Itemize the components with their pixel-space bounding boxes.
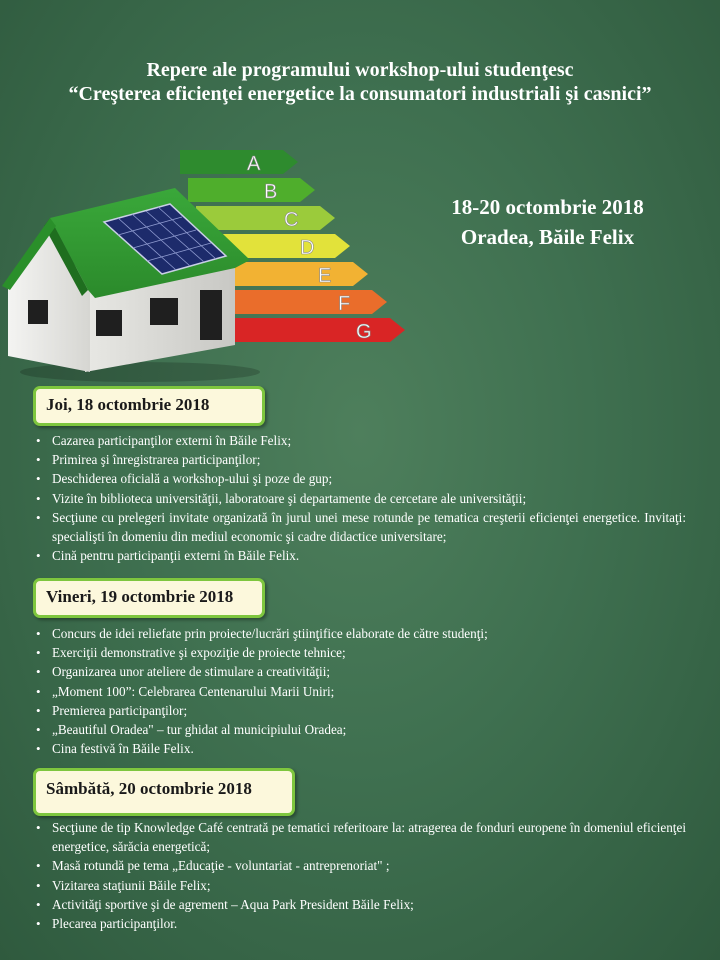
list-item: • Deschiderea oficială a workshop-ului şi poze de gup; bbox=[36, 469, 686, 488]
list-item: • Activităţi sportive şi de agrement – Aqua Park President Băile Felix; bbox=[36, 895, 686, 914]
energy-bar-a bbox=[180, 150, 298, 174]
list-item: • Concurs de idei reliefate prin proiecte/lucrări ştiinţifice elaborate de către studenţi; bbox=[36, 624, 686, 643]
window bbox=[96, 310, 122, 336]
list-item: • Plecarea participanţilor. bbox=[36, 914, 686, 933]
list-item: • Premierea participanţilor; bbox=[36, 701, 686, 720]
energy-letter-c: C bbox=[284, 209, 299, 231]
event-dates: 18-20 octombrie 2018 bbox=[451, 195, 644, 219]
energy-letter-b: B bbox=[264, 181, 278, 203]
event-location: Oradea, Băile Felix bbox=[460, 225, 635, 249]
list-item: • Organizarea unor ateliere de stimulare a creativităţii; bbox=[36, 662, 686, 681]
list-item: • Exerciţii demonstrative şi expoziţie de proiecte tehnice; bbox=[36, 643, 686, 662]
day-1-schedule-list bbox=[36, 431, 686, 565]
list-item: • Secţiune de tip Knowledge Café centrată pe tematici referitoare la: atragerea de fonduri europene în domeniul eficienţei energetice, sărăcia energetică; bbox=[36, 818, 686, 856]
event-info bbox=[420, 192, 675, 252]
door bbox=[200, 290, 222, 340]
energy-letter-g: G bbox=[356, 321, 372, 343]
energy-bar-f bbox=[225, 290, 387, 314]
list-item: • Cina festivă în Băile Felix. bbox=[36, 739, 686, 758]
list-item: • „Moment 100”: Celebrarea Centenarului Marii Uniri; bbox=[36, 682, 686, 701]
day-heading-saturday: Sâmbătă, 20 octombrie 2018 bbox=[33, 768, 295, 816]
window bbox=[28, 300, 48, 324]
list-item: • Secţiune cu prelegeri invitate organizată în jurul unei mese rotunde pe tematica creşterii eficienţei energetice. Invitaţi: specialişti în domeniu din mediul economic şi cadre didactice universitare; bbox=[36, 508, 686, 546]
page-title bbox=[0, 58, 720, 106]
list-item: • Cazarea participanţilor externi în Băile Felix; bbox=[36, 431, 686, 450]
list-item: • Masă rotundă pe tema „Educaţie - voluntariat - antreprenoriat" ; bbox=[36, 856, 686, 875]
energy-letter-f: F bbox=[338, 293, 351, 315]
energy-bar-g bbox=[235, 318, 405, 342]
day-heading-friday: Vineri, 19 octombrie 2018 bbox=[33, 578, 265, 618]
energy-letter-e: E bbox=[318, 265, 332, 287]
list-item: • Vizitarea staţiunii Băile Felix; bbox=[36, 876, 686, 895]
energy-efficiency-house-illustration bbox=[0, 140, 420, 400]
energy-bar-b bbox=[188, 178, 315, 202]
list-item: • „Beautiful Oradea" – tur ghidat al municipiului Oradea; bbox=[36, 720, 686, 739]
day-2-schedule-list bbox=[36, 624, 686, 758]
energy-bar-c bbox=[196, 206, 335, 230]
day-3-schedule-list bbox=[36, 818, 686, 933]
energy-letter-a: A bbox=[247, 153, 261, 175]
window bbox=[150, 298, 178, 325]
title-line-2: “Creşterea eficienţei energetice la consumatori industriali şi casnici” bbox=[68, 83, 652, 105]
day-heading-thursday: Joi, 18 octombrie 2018 bbox=[33, 386, 265, 426]
title-line-1: Repere ale programului workshop-ului studenţesc bbox=[146, 59, 574, 81]
list-item: • Vizite în biblioteca universităţii, laboratoare şi departamente de cercetare ale universităţii; bbox=[36, 489, 686, 508]
list-item: • Primirea şi înregistrarea participanţilor; bbox=[36, 450, 686, 469]
energy-letter-d: D bbox=[300, 237, 315, 259]
list-item: • Cină pentru participanţii externi în Băile Felix. bbox=[36, 546, 686, 565]
